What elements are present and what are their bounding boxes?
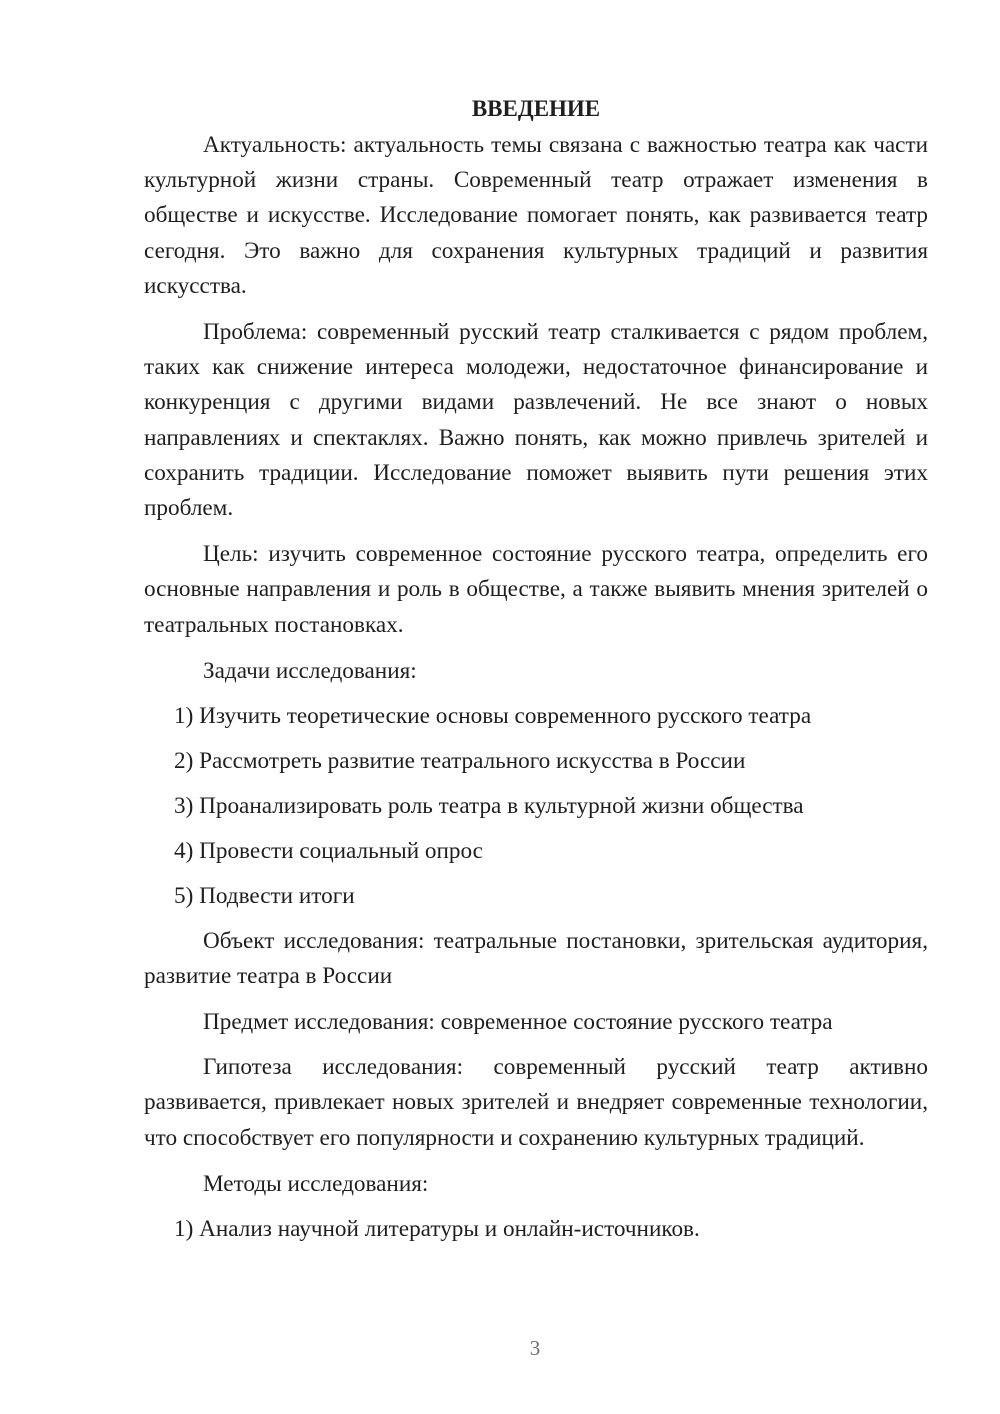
task-item-4: 4) Провести социальный опрос [174,837,483,864]
task-item-3: 3) Проанализировать роль театра в культурной жизни общества [174,792,804,819]
subject-paragraph: Предмет исследования: современное состояние русского театра [203,1009,833,1036]
methods-list [144,1212,928,1247]
task-item-1: 1) Изучить теоретические основы современного русского театра [174,702,812,729]
goal-paragraph: Цель: изучить современное состояние русского театра, определить его основные направления и роль в обществе, а также выявить мнения зрителей о театральных постановках. [144,541,928,638]
page-content [144,92,928,1257]
page-number: 3 [529,1336,541,1360]
object-paragraph: Объект исследования: театральные постановки, зрительская аудитория, развитие театра в России [144,927,928,990]
methods-heading: Методы исследования: [203,1170,429,1197]
relevance-paragraph: Актуальность: актуальность темы связана с важностью театра как части культурной жизни страны. Современный театр отражает изменения в обществе и искусстве. Исследование помогает понять, как развивается театр сегодня. Это важно для сохранения культурных традиций и развития искусства. [144,132,928,299]
problem-paragraph: Проблема: современный русский театр сталкивается с рядом проблем, таких как снижение интереса молодежи, недостаточное финансирование и конкуренция с другими видами развлечений. Не все знают о новых направлениях и спектаклях. Важно понять, как можно привлечь зрителей и сохранить традиции. Исследование поможет выявить пути решения этих проблем. [144,319,928,522]
hypothesis-paragraph: Гипотеза исследования: современный русский театр активно развивается, привлекает новых зрителей и внедряет современные технологии, что способствует его популярности и сохранению культурных традиций. [144,1054,928,1151]
method-item-1: 1) Анализ научной литературы и онлайн-источников. [174,1215,700,1242]
document-title: ВВЕДЕНИЕ [471,96,601,121]
task-item-2: 2) Рассмотреть развитие театрального искусства в России [174,747,746,774]
task-item-5: 5) Подвести итоги [174,882,355,909]
tasks-list [144,699,928,914]
tasks-heading: Задачи исследования: [203,657,417,684]
